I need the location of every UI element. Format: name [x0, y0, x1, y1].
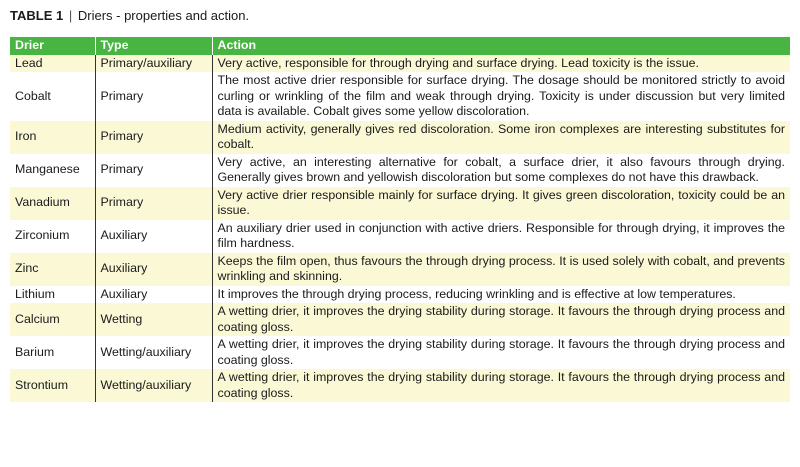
table-row — [10, 286, 790, 304]
drier-type: Auxiliary — [95, 253, 212, 286]
drier-type: Wetting/auxiliary — [95, 336, 212, 369]
table-row — [10, 121, 790, 154]
drier-action: An auxiliary drier used in conjunction with active driers. Responsible for through drying, it improves the film hardness. — [212, 220, 790, 253]
drier-action: Very active drier responsible mainly for surface drying. It gives green discoloration, toxicity could be an issue. — [212, 187, 790, 220]
table-row — [10, 369, 790, 402]
drier-action: A wetting drier, it improves the drying stability during storage. It favours the through drying process and coating gloss. — [212, 336, 790, 369]
drier-type: Wetting — [95, 303, 212, 336]
table-row — [10, 253, 790, 286]
drier-name: Zinc — [10, 253, 95, 286]
drier-type: Primary — [95, 154, 212, 187]
drier-name: Zirconium — [10, 220, 95, 253]
drier-name: Cobalt — [10, 72, 95, 121]
header-drier: Drier — [10, 37, 95, 55]
drier-name: Manganese — [10, 154, 95, 187]
drier-name: Barium — [10, 336, 95, 369]
drier-name: Lithium — [10, 286, 95, 304]
drier-action: A wetting drier, it improves the drying stability during storage. It favours the through drying process and coating gloss. — [212, 369, 790, 402]
table-caption — [10, 7, 249, 25]
drier-action: Keeps the film open, thus favours the through drying process. It is used solely with cobalt, and prevents wrinkling and skinning. — [212, 253, 790, 286]
header-row — [10, 37, 790, 55]
drier-name: Iron — [10, 121, 95, 154]
table-row — [10, 55, 790, 73]
drier-type: Primary — [95, 121, 212, 154]
drier-name: Lead — [10, 55, 95, 73]
table-number: TABLE 1 — [10, 8, 64, 23]
drier-type: Primary — [95, 72, 212, 121]
header-action: Action — [212, 37, 790, 55]
caption-separator: | — [68, 8, 73, 23]
table-title: Driers - properties and action. — [77, 8, 250, 23]
drier-action: Very active, an interesting alternative for cobalt, a surface drier, it also favours through drying. Generally gives brown and yellowish discoloration but some complexes do not have this drawback. — [212, 154, 790, 187]
drier-name: Strontium — [10, 369, 95, 402]
table-header — [10, 37, 790, 55]
drier-action: Medium activity, generally gives red discoloration. Some iron complexes are interesting substitutes for cobalt. — [212, 121, 790, 154]
table-body — [10, 55, 790, 403]
drier-name: Vanadium — [10, 187, 95, 220]
drier-type: Auxiliary — [95, 286, 212, 304]
drier-action: A wetting drier, it improves the drying stability during storage. It favours the through drying process and coating gloss. — [212, 303, 790, 336]
table-row — [10, 154, 790, 187]
table-row — [10, 220, 790, 253]
table-row — [10, 187, 790, 220]
drier-name: Calcium — [10, 303, 95, 336]
table-row — [10, 336, 790, 369]
drier-action: The most active drier responsible for surface drying. The dosage should be monitored strictly to avoid curling or wrinkling of the film and weak through drying. Toxicity is under discussion but very limited data is available. Cobalt gives some yellow discoloration. — [212, 72, 790, 121]
drier-type: Primary/auxiliary — [95, 55, 212, 73]
drier-type: Auxiliary — [95, 220, 212, 253]
drier-type: Primary — [95, 187, 212, 220]
header-type: Type — [95, 37, 212, 55]
table-row — [10, 72, 790, 121]
drier-type: Wetting/auxiliary — [95, 369, 212, 402]
driers-table — [10, 37, 790, 402]
drier-action: Very active, responsible for through drying and surface drying. Lead toxicity is the issue. — [212, 55, 790, 73]
drier-action: It improves the through drying process, reducing wrinkling and is effective at low temperatures. — [212, 286, 790, 304]
table-row — [10, 303, 790, 336]
